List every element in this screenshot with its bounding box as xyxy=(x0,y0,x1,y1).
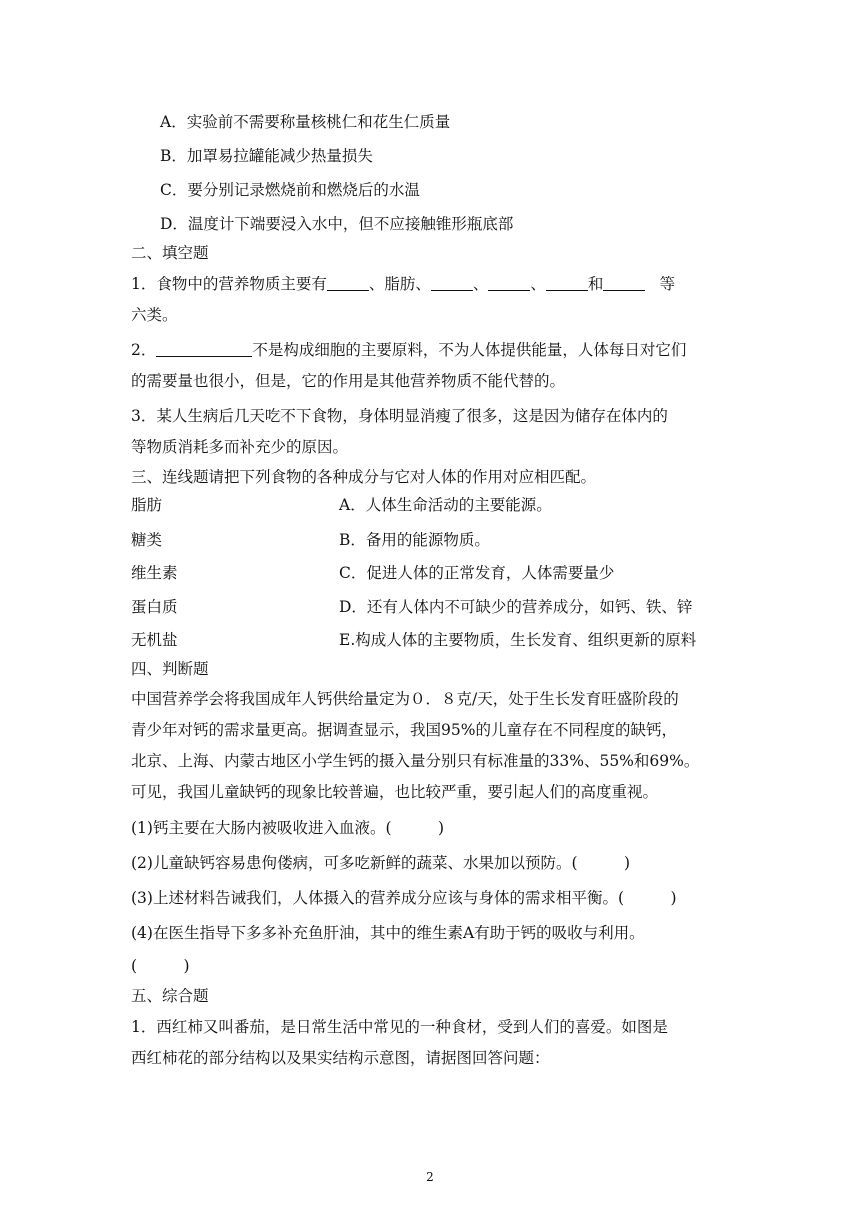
matching-left-item: 维生素 xyxy=(131,564,178,582)
fill-in-question-3-cont: 等物质消耗多而补充少的原因。 xyxy=(131,438,349,456)
q1-prefix: 1．食物中的营养物质主要有 xyxy=(131,275,327,293)
matching-right-item: A．人体生命活动的主要能源。 xyxy=(339,496,552,514)
matching-right-item: C．促进人体的正常发育，人体需要量少 xyxy=(339,564,615,582)
matching-left-item: 糖类 xyxy=(131,531,163,549)
answer-blank[interactable] xyxy=(156,340,252,357)
q1-separator: 和 xyxy=(587,275,604,293)
answer-blank[interactable] xyxy=(327,274,369,291)
option-c: C．要分别记录燃烧前和燃烧后的水温 xyxy=(160,181,420,199)
judgement-question-4: (4)在医生指导下多多补充鱼肝油，其中的维生素A有助于钙的吸收与利用。 xyxy=(131,924,645,942)
q2-text: 不是构成细胞的主要原料，不为人体提供能量，人体每日对它们 xyxy=(252,341,687,359)
judgement-question-4-answer: ( ) xyxy=(131,957,190,975)
option-b: B．加罩易拉罐能减少热量损失 xyxy=(160,147,373,165)
answer-blank[interactable] xyxy=(488,274,530,291)
answer-blank[interactable] xyxy=(546,274,588,291)
section-title-matching: 三、连线题请把下列食物的各种成分与它对人体的作用对应相匹配。 xyxy=(131,468,597,486)
section-title-fill-in: 二、填空题 xyxy=(131,244,209,262)
matching-right-item: E.构成人体的主要物质，生长发育、组织更新的原料 xyxy=(339,631,697,649)
q1-separator: 、 xyxy=(472,275,489,293)
matching-right-item: B．备用的能源物质。 xyxy=(339,531,490,549)
fill-in-question-2-cont: 的需要量也很小，但是，它的作用是其他营养物质不能代替的。 xyxy=(131,372,566,390)
answer-blank[interactable] xyxy=(431,274,473,291)
q1-separator: 、脂肪、 xyxy=(368,275,431,293)
page-number: 2 xyxy=(426,1170,434,1184)
fill-in-question-3: 3．某人生病后几天吃不下食物，身体明显消瘦了很多，这是因为储存在体内的 xyxy=(131,407,668,425)
paragraph-line: 中国营养学会将我国成年人钙供给量定为０．８克/天，处于生长发育旺盛阶段的 xyxy=(131,690,679,708)
comprehensive-question-1: 1．西红柿又叫番茄，是日常生活中常见的一种食材，受到人们的喜爱。如图是 xyxy=(131,1018,668,1036)
comprehensive-question-1-cont: 西红柿花的部分结构以及果实结构示意图，请据图回答问题： xyxy=(131,1049,550,1067)
paragraph-line: 北京、上海、内蒙古地区小学生钙的摄入量分别只有标准量的33%、55%和69%。 xyxy=(131,752,700,770)
fill-in-question-1-cont: 六类。 xyxy=(131,306,178,324)
matching-right-item: D．还有人体内不可缺少的营养成分，如钙、铁、锌 xyxy=(339,598,693,616)
section-title-comprehensive: 五、综合题 xyxy=(131,987,209,1005)
q2-prefix: 2． xyxy=(131,341,157,359)
section-title-judgement: 四、判断题 xyxy=(131,660,209,678)
judgement-question-3: (3)上述材料告诫我们，人体摄入的营养成分应该与身体的需求相平衡。( ) xyxy=(131,889,677,907)
judgement-question-2: (2)儿童缺钙容易患佝偻病，可多吃新鲜的蔬菜、水果加以预防。( ) xyxy=(131,854,631,872)
fill-in-question-1 xyxy=(131,274,675,294)
matching-left-item: 脂肪 xyxy=(131,496,163,514)
paragraph-line: 可见，我国儿童缺钙的现象比较普遍，也比较严重，要引起人们的高度重视。 xyxy=(131,783,659,801)
q1-suffix: 等 xyxy=(659,275,675,293)
paragraph-line: 青少年对钙的需求量更高。据调查显示，我国95%的儿童存在不同程度的缺钙， xyxy=(131,721,677,739)
q1-separator: 、 xyxy=(530,275,546,293)
fill-in-question-2 xyxy=(131,340,686,360)
judgement-question-1: (1)钙主要在大肠内被吸收进入血液。( ) xyxy=(131,819,445,837)
option-a: A．实验前不需要称量核桃仁和花生仁质量 xyxy=(160,113,451,131)
matching-left-item: 蛋白质 xyxy=(131,598,178,616)
option-d: D．温度计下端要浸入水中，但不应接触锥形瓶底部 xyxy=(160,215,514,233)
answer-blank[interactable] xyxy=(603,274,645,291)
matching-left-item: 无机盐 xyxy=(131,631,178,649)
